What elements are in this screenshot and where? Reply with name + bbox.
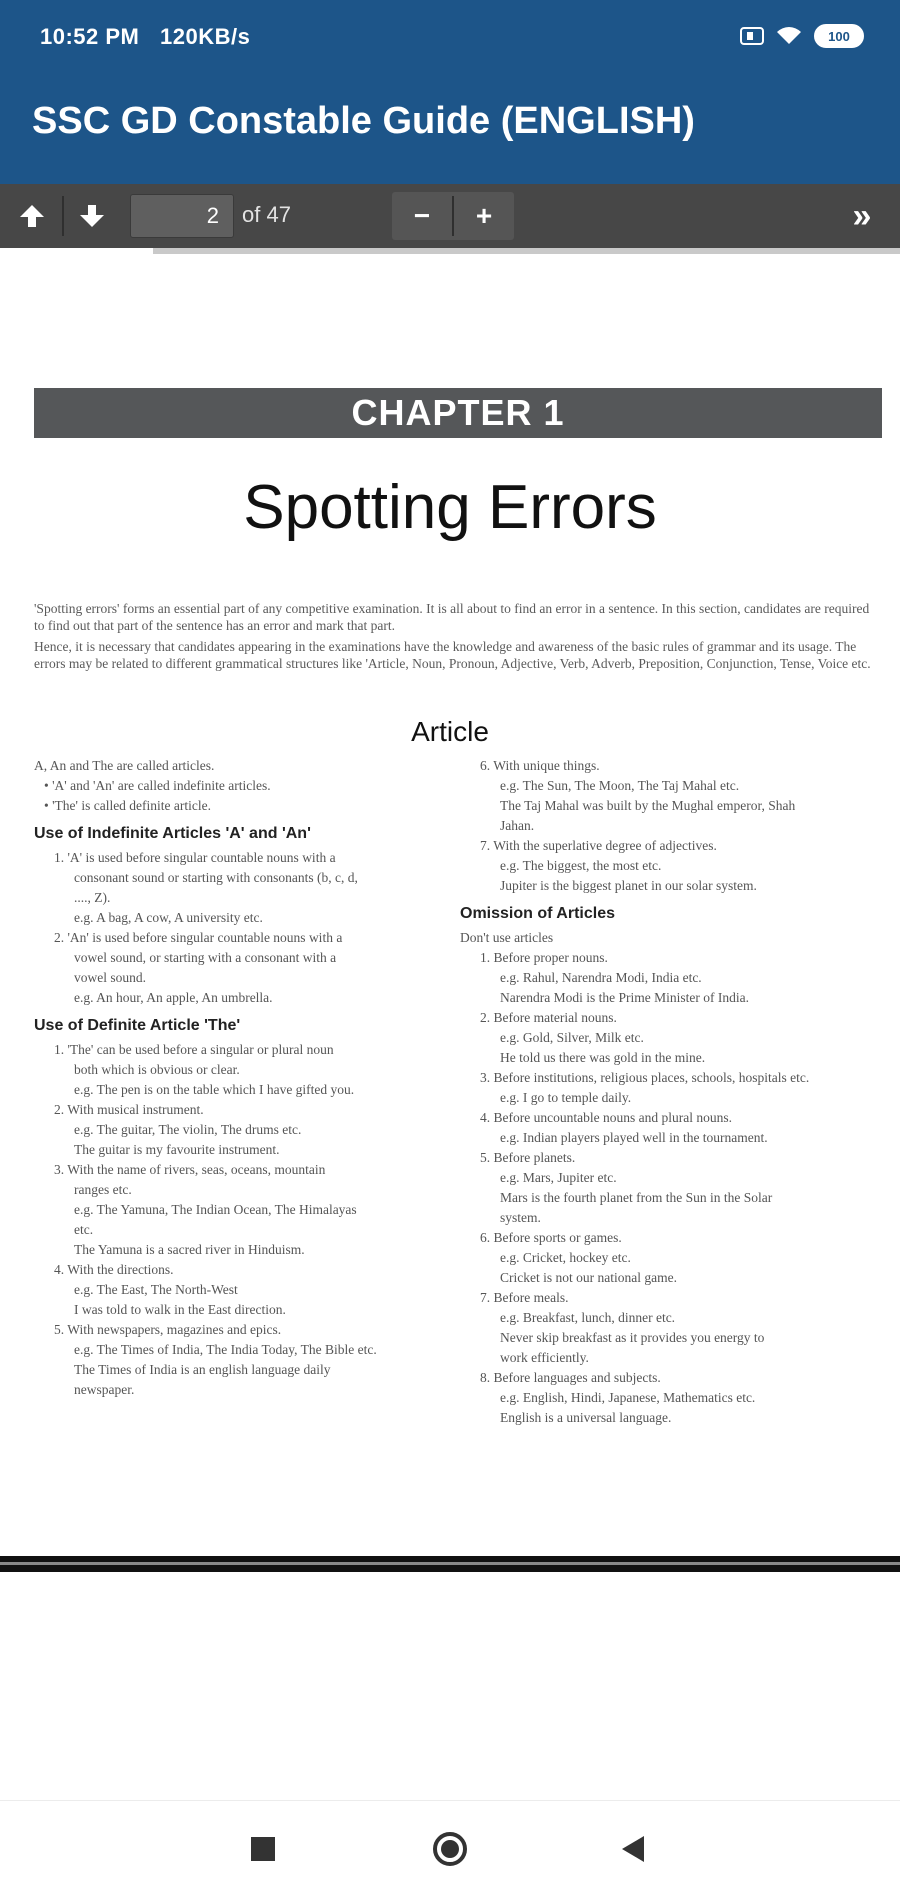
chapter-title: Spotting Errors <box>243 473 657 542</box>
text-line: vowel sound. <box>74 970 146 985</box>
back-button[interactable] <box>588 1801 678 1896</box>
text-line: Cricket is not our national game. <box>500 1270 677 1285</box>
text-line: • 'The' is called definite article. <box>44 798 212 813</box>
app-title: SSC GD Constable Guide (ENGLISH) <box>32 100 695 142</box>
text-line: e.g. Gold, Silver, Milk etc. <box>500 1030 644 1045</box>
text-line: 1. Before proper nouns. <box>480 950 608 965</box>
pdf-page <box>0 254 900 1544</box>
home-icon <box>433 1832 467 1866</box>
system-nav-bar <box>0 1800 900 1896</box>
text-line: ranges etc. <box>74 1182 132 1197</box>
text-line: 6. Before sports or games. <box>480 1230 622 1245</box>
subsection-heading: Omission of Articles <box>460 905 615 922</box>
text-line: ...., Z). <box>74 890 111 905</box>
text-line: e.g. The East, The North-West <box>74 1282 238 1297</box>
text-line: e.g. The Sun, The Moon, The Taj Mahal etc. <box>500 778 740 793</box>
back-icon <box>622 1836 644 1862</box>
status-bar <box>40 24 264 50</box>
text-line: e.g. The Yamuna, The Indian Ocean, The Himalayas <box>74 1202 357 1217</box>
wifi-icon <box>776 25 802 47</box>
text-line: 5. Before planets. <box>480 1150 576 1165</box>
intro-paragraph: 'Spotting errors' forms an essential part of any competitive examination. It is all about to find an error in a sentence. In this section, candidates are required to find out that part of the sentence has an error and mark that part. <box>34 601 870 633</box>
arrow-up-icon <box>18 202 46 230</box>
text-line: • 'A' and 'An' are called indefinite articles. <box>44 778 271 793</box>
left-column <box>34 756 444 1400</box>
text-line: 2. 'An' is used before singular countable nouns with a <box>54 930 343 945</box>
text-line: e.g. I go to temple daily. <box>500 1090 632 1105</box>
text-line: English is a universal language. <box>500 1410 672 1425</box>
text-line: 6. With unique things. <box>480 758 600 773</box>
subsection-heading: Use of Indefinite Articles 'A' and 'An' <box>34 825 311 842</box>
text-line: Jahan. <box>500 818 535 833</box>
status-icons <box>740 24 864 48</box>
text-line: He told us there was gold in the mine. <box>500 1050 706 1065</box>
arrow-down-icon <box>78 202 106 230</box>
recents-button[interactable] <box>218 1801 308 1896</box>
text-line: 7. With the superlative degree of adjectives. <box>480 838 717 853</box>
text-line: e.g. Breakfast, lunch, dinner etc. <box>500 1310 676 1325</box>
text-line: 8. Before languages and subjects. <box>480 1370 661 1385</box>
page-number-input[interactable] <box>130 194 234 238</box>
text-line: The guitar is my favourite instrument. <box>74 1142 280 1157</box>
text-line: 3. With the name of rivers, seas, oceans, mountain <box>54 1162 326 1177</box>
text-line: 7. Before meals. <box>480 1290 569 1305</box>
sim-icon <box>740 25 764 47</box>
chapter-heading: CHAPTER 1 <box>34 388 882 438</box>
page-total-label: of 47 <box>242 202 291 227</box>
text-line: The Taj Mahal was built by the Mughal emperor, Shah <box>500 798 796 813</box>
zoom-in-button[interactable]: + <box>475 200 493 231</box>
app-header <box>0 0 900 184</box>
text-line: e.g. Mars, Jupiter etc. <box>500 1170 617 1185</box>
text-line: The Yamuna is a sacred river in Hinduism. <box>74 1242 305 1257</box>
zoom-out-button[interactable]: − <box>413 200 431 231</box>
next-page-button[interactable] <box>66 192 118 240</box>
text-line: e.g. A bag, A cow, A university etc. <box>74 910 263 925</box>
text-line: 2. Before material nouns. <box>480 1010 617 1025</box>
text-line: Jupiter is the biggest planet in our solar system. <box>500 878 757 893</box>
text-line: e.g. The Times of India, The India Today, The Bible etc. <box>74 1342 377 1357</box>
text-line: newspaper. <box>74 1382 135 1397</box>
text-line: e.g. Indian players played well in the tournament. <box>500 1130 768 1145</box>
text-line: consonant sound or starting with consonants (b, c, d, <box>74 870 358 885</box>
text-line: vowel sound, or starting with a consonant with a <box>74 950 337 965</box>
more-tools-button[interactable]: » <box>852 196 872 235</box>
page-boundary-line <box>0 1562 900 1565</box>
text-line: 2. With musical instrument. <box>54 1102 204 1117</box>
text-line: The Times of India is an english language daily <box>74 1362 331 1377</box>
toolbar-divider <box>452 196 454 236</box>
toolbar-divider <box>62 196 64 236</box>
text-line: Narendra Modi is the Prime Minister of India. <box>500 990 749 1005</box>
text-line: 4. Before uncountable nouns and plural nouns. <box>480 1110 732 1125</box>
text-line: Never skip breakfast as it provides you energy to <box>500 1330 765 1345</box>
home-button[interactable] <box>405 1801 495 1896</box>
text-line: e.g. English, Hindi, Japanese, Mathematics etc. <box>500 1390 756 1405</box>
text-line: e.g. An hour, An apple, An umbrella. <box>74 990 273 1005</box>
previous-page-button[interactable] <box>6 192 58 240</box>
text-line: both which is obvious or clear. <box>74 1062 240 1077</box>
intro-text <box>34 600 880 676</box>
text-line: 5. With newspapers, magazines and epics. <box>54 1322 282 1337</box>
text-line: system. <box>500 1210 541 1225</box>
intro-paragraph: Hence, it is necessary that candidates appearing in the examinations have the knowledge and awareness of the basic rules of grammar and its usage. The errors may be related to different grammatical structures like 'Article, Noun, Pronoun, Adjective, Verb, Adverb, Preposition, Conjunction, Tense, Voice etc. <box>34 639 871 671</box>
status-speed: 120KB/s <box>160 24 251 49</box>
text-line: 4. With the directions. <box>54 1262 174 1277</box>
square-icon <box>251 1837 275 1861</box>
text-line: Mars is the fourth planet from the Sun in the Solar <box>500 1190 773 1205</box>
text-line: work efficiently. <box>500 1350 589 1365</box>
text-line: e.g. Rahul, Narendra Modi, India etc. <box>500 970 702 985</box>
pdf-toolbar <box>0 184 900 248</box>
text-line: e.g. Cricket, hockey etc. <box>500 1250 631 1265</box>
text-line: e.g. The guitar, The violin, The drums etc. <box>74 1122 302 1137</box>
text-line: I was told to walk in the East direction. <box>74 1302 286 1317</box>
status-time: 10:52 PM <box>40 24 140 49</box>
text-line: 1. 'A' is used before singular countable nouns with a <box>54 850 336 865</box>
text-line: e.g. The biggest, the most etc. <box>500 858 662 873</box>
text-line: A, An and The are called articles. <box>34 758 215 773</box>
text-line: e.g. The pen is on the table which I have gifted you. <box>74 1082 355 1097</box>
text-line: Don't use articles <box>460 930 554 945</box>
text-line: etc. <box>74 1222 94 1237</box>
text-line: 3. Before institutions, religious places, schools, hospitals etc. <box>480 1070 810 1085</box>
text-line: 1. 'The' can be used before a singular or plural noun <box>54 1042 334 1057</box>
battery-icon: 100 <box>814 24 864 48</box>
subsection-heading: Use of Definite Article 'The' <box>34 1017 241 1034</box>
section-title: Article <box>411 716 489 747</box>
right-column <box>460 756 880 1428</box>
